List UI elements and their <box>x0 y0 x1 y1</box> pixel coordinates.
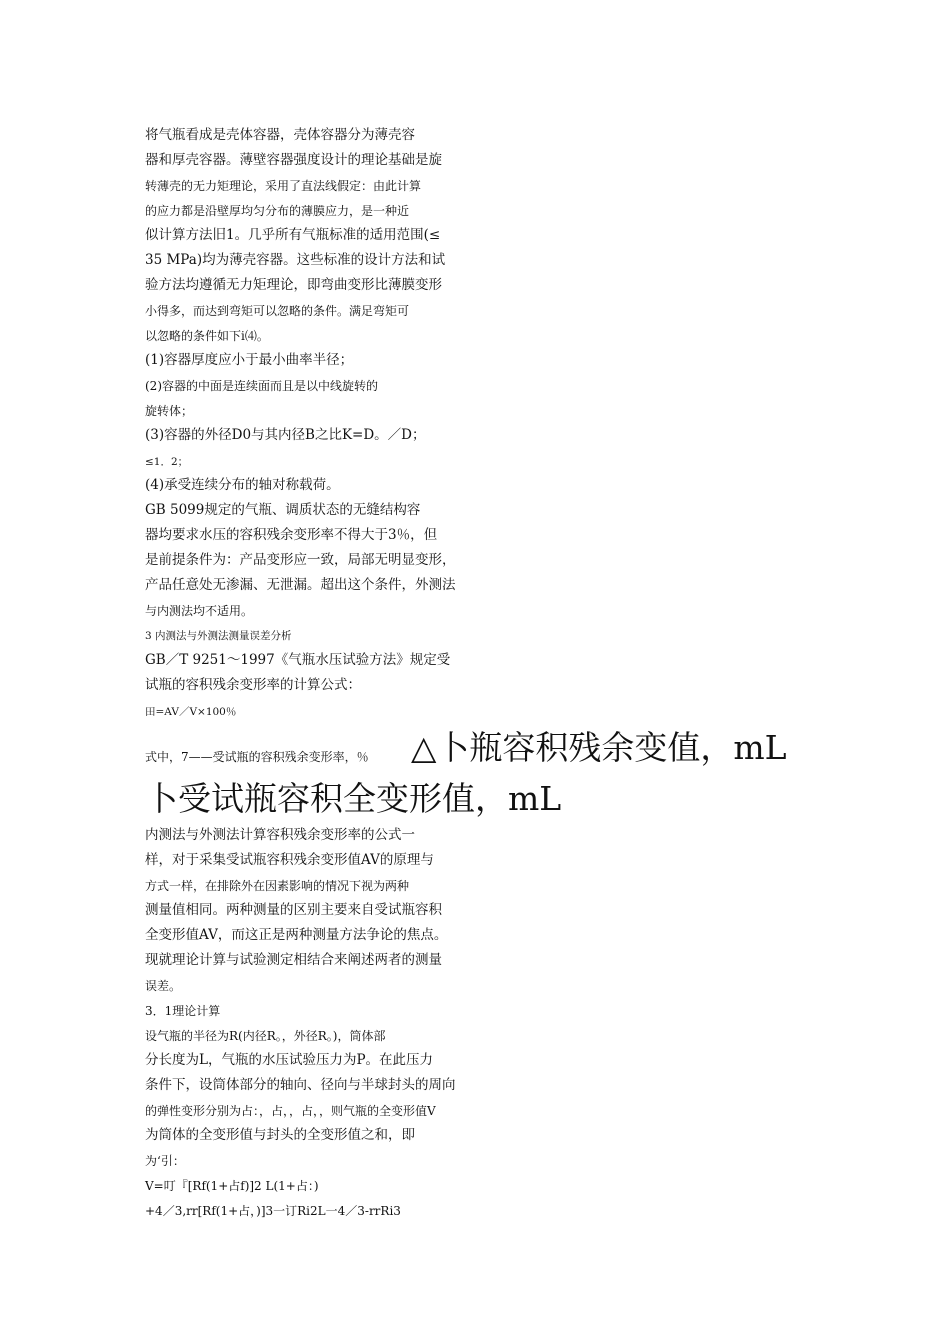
formula-line: 田=AV／V×100％ <box>145 706 237 718</box>
text-line: 误差。 <box>145 979 182 993</box>
text-line: GB 5099规定的气瓶、调质状态的无缝结构容 <box>145 502 421 518</box>
text-line: 条件下，设筒体部分的轴向、径向与半球封头的周向 <box>145 1077 456 1093</box>
text-line-large: 卜受试瓶容积全变形值，mL <box>145 779 562 818</box>
text-line: 测量值相同。两种测量的区别主要来自受试瓶容积 <box>145 902 442 918</box>
text-line: 方式一样，在排除外在因素影响的情况下视为两种 <box>145 879 410 893</box>
text-line: ≤1．2； <box>145 456 189 468</box>
text-line: 式中，7——受试瓶的容积残余变形率，％ <box>145 750 369 764</box>
text-line: (1)容器厚度应小于最小曲率半径； <box>145 352 354 368</box>
text-line: 器和厚壳容器。薄壁容器强度设计的理论基础是旋 <box>145 152 442 168</box>
text-line: 分长度为L，气瓶的水压试验压力为P。在此压力 <box>145 1052 434 1068</box>
text-line: 器均要求水压的容积残余变形率不得大于3％，但 <box>145 527 438 543</box>
text-line: 35 MPa)均为薄壳容器。这些标准的设计方法和试 <box>145 252 446 268</box>
section-heading: 3 内测法与外测法测量误差分析 <box>145 630 292 642</box>
text-line: 产品任意处无渗漏、无泄漏。超出这个条件，外测法 <box>145 577 456 593</box>
text-line: 旋转体； <box>145 404 194 418</box>
text-line: (2)容器的中面是连续面而且是以中线旋转的 <box>145 379 378 393</box>
text-line-large: △卜瓶容积残余变值，mL <box>411 728 787 767</box>
formula-line: V=叮『[Rf(1+占f)]2 L(1+占：) <box>145 1179 319 1193</box>
text-line: 是前提条件为：产品变形应一致，局部无明显变形， <box>145 552 456 568</box>
text-line: 的弹性变形分别为占：，占，，占，，则气瓶的全变形值V <box>145 1104 436 1118</box>
text-line: 以忽略的条件如下i⑷。 <box>145 329 269 343</box>
section-heading: 3．1理论计算 <box>145 1004 221 1018</box>
text-line: 小得多，而达到弯矩可以忽略的条件。满足弯矩可 <box>145 304 410 318</box>
text-line: 试瓶的容积残余变形率的计算公式： <box>145 677 361 693</box>
text-line: 全变形值AV，而这正是两种测量方法争论的焦点。 <box>145 927 448 943</box>
text-line: 样，对于采集受试瓶容积残余变形值AV的原理与 <box>145 852 434 868</box>
text-line: 转薄壳的无力矩理论，采用了直法线假定：由此计算 <box>145 179 422 193</box>
text-line: 内测法与外测法计算容积残余变形率的公式一 <box>145 827 415 843</box>
text-line: 与内测法均不适用。 <box>145 604 254 618</box>
formula-line: +4／3,rr[Rf(1+占，)]3一订Ri2L一4／3-rrRi3 <box>145 1204 401 1218</box>
text-line: 验方法均遵循无力矩理论，即弯曲变形比薄膜变形 <box>145 277 442 293</box>
text-line: 为‘引： <box>145 1154 185 1168</box>
text-line: 现就理论计算与试验测定相结合来阐述两者的测量 <box>145 952 442 968</box>
text-line: GB／T 9251～1997《气瓶水压试验方法》规定受 <box>145 652 451 668</box>
text-line: 的应力都是沿壁厚均匀分布的薄膜应力，是一种近 <box>145 204 410 218</box>
text-line: (4)承受连续分布的轴对称载荷。 <box>145 477 340 493</box>
text-line: 将气瓶看成是壳体容器，壳体容器分为薄壳容 <box>145 127 415 143</box>
text-line: 为筒体的全变形值与封头的全变形值之和，即 <box>145 1127 415 1143</box>
text-line: (3)容器的外径D0与其内径B之比K=D。／D； <box>145 427 426 443</box>
text-line: 似计算方法旧1。几乎所有气瓶标准的适用范围(≤ <box>145 227 441 243</box>
text-line: 设气瓶的半径为R(内径R。，外径R。)，筒体部 <box>145 1029 386 1043</box>
